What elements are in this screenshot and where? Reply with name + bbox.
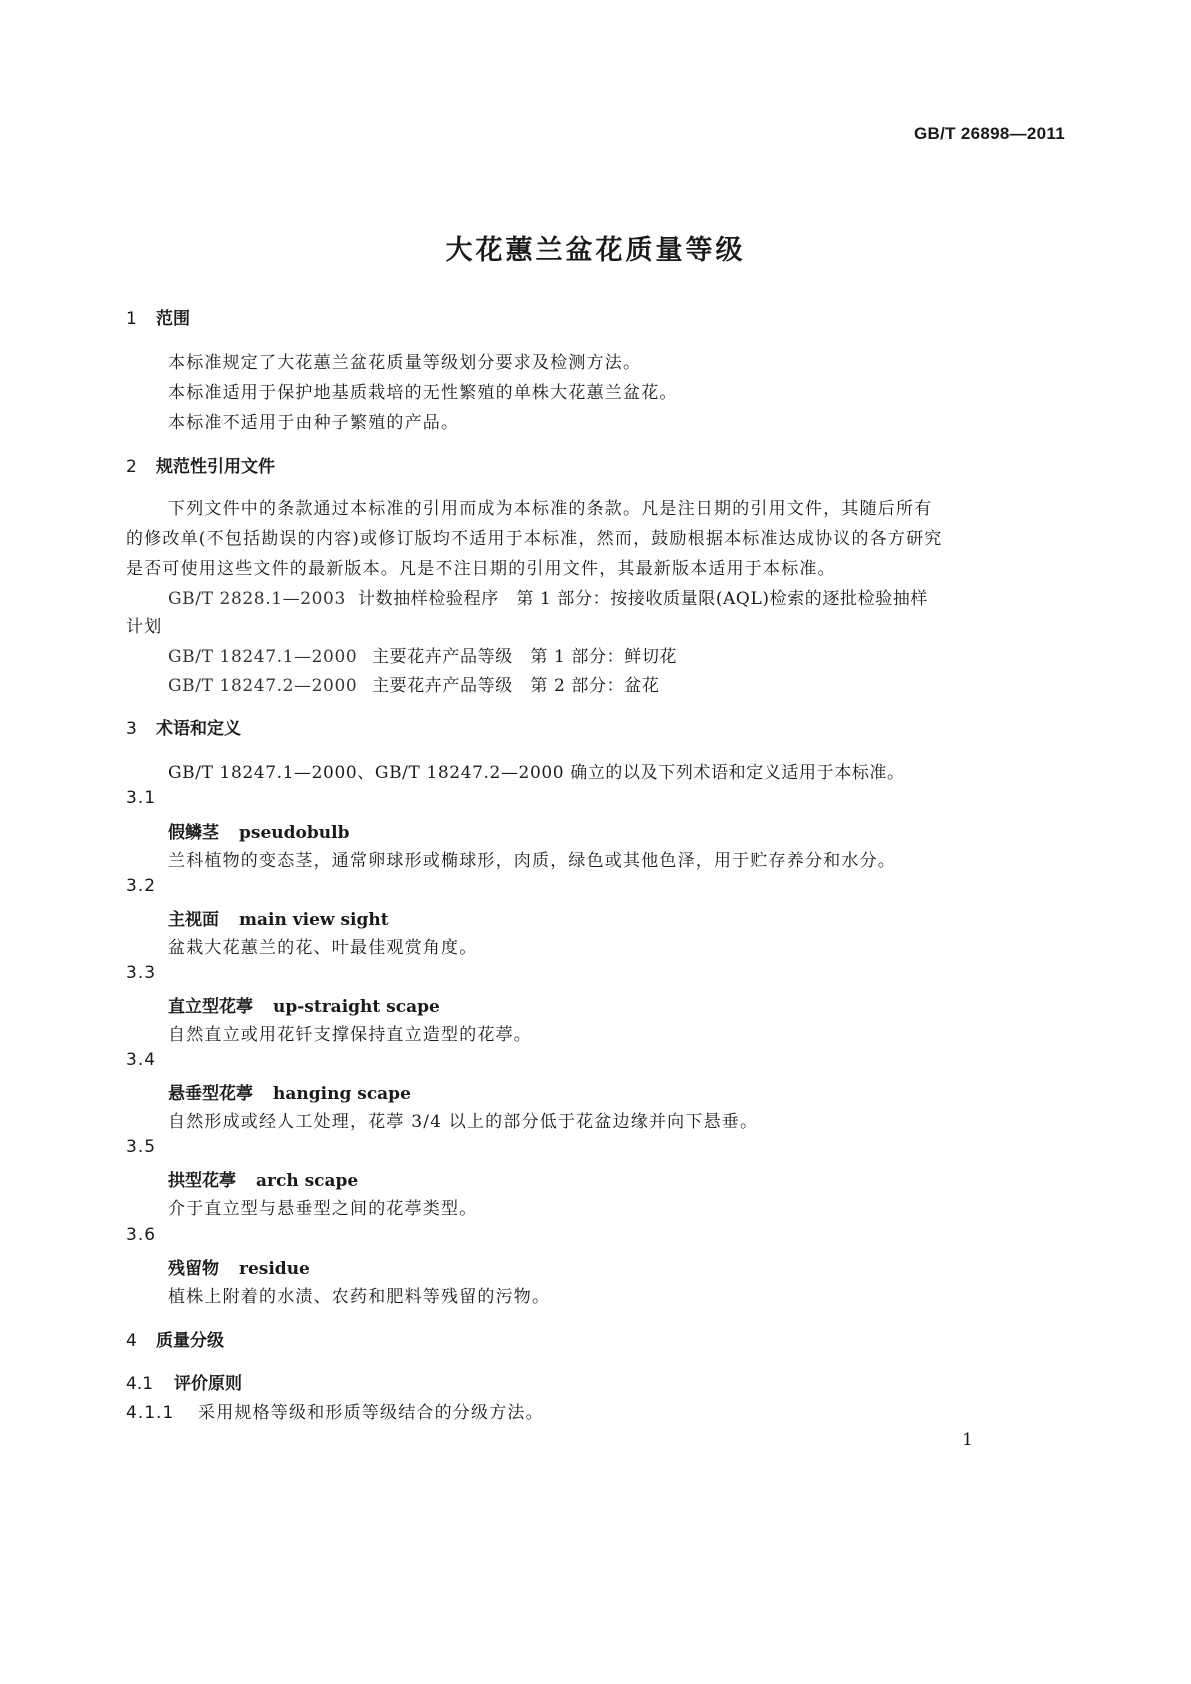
section-title: 术语和定义 (156, 719, 241, 739)
reference-entry (168, 584, 928, 609)
section-heading-references (126, 452, 275, 477)
term-definition: 介于直立型与悬垂型之间的花葶类型。 (168, 1199, 478, 1219)
term-number: 3.1 (126, 788, 157, 808)
reference-title: 主要花卉产品等级 第 1 部分：鲜切花 (372, 647, 678, 667)
term-definition: 兰科植物的变态茎，通常卵球形或椭球形，肉质，绿色或其他色泽，用于贮存养分和水分。 (168, 851, 896, 871)
reference-code: GB/T 18247.2—2000 (168, 676, 358, 696)
scope-paragraph: 本标准适用于保护地基质栽培的无性繁殖的单株大花蕙兰盆花。 (168, 383, 678, 403)
term-name-en: hanging scape (273, 1084, 411, 1104)
term-name-en: arch scape (256, 1171, 359, 1191)
scope-paragraph: 本标准规定了大花蕙兰盆花质量等级划分要求及检测方法。 (168, 353, 642, 373)
references-intro-line: 下列文件中的条款通过本标准的引用而成为本标准的条款。凡是注日期的引用文件，其随后所有 (168, 499, 933, 519)
references-intro-line: 的修改单(不包括勘误的内容)或修订版均不适用于本标准，然而，鼓励根据本标准达成协议的各方研究 (126, 529, 943, 549)
references-intro-line: 是否可使用这些文件的最新版本。凡是不注日期的引用文件，其最新版本适用于本标准。 (126, 559, 836, 579)
term-number: 3.5 (126, 1137, 157, 1157)
term-name-en: pseudobulb (239, 823, 350, 843)
reference-entry (168, 671, 659, 696)
term-name (168, 1254, 310, 1279)
term-name-zh: 主视面 (168, 910, 219, 930)
section-number: 1 (126, 309, 137, 329)
subsection-heading (126, 1369, 242, 1394)
section-number: 3 (126, 719, 137, 739)
term-name (168, 1166, 358, 1191)
term-definition: 自然形成或经人工处理，花葶 3/4 以上的部分低于花盆边缘并向下悬垂。 (168, 1112, 759, 1132)
section-number: 2 (126, 457, 137, 477)
standard-code: GB/T 26898—2011 (914, 124, 1065, 143)
term-definition: 盆栽大花蕙兰的花、叶最佳观赏角度。 (168, 938, 478, 958)
term-name-zh: 假鳞茎 (168, 823, 219, 843)
term-number: 3.2 (126, 876, 157, 896)
term-name (168, 818, 349, 843)
term-definition: 植株上附着的水渍、农药和肥料等残留的污物。 (168, 1287, 551, 1307)
reference-entry (168, 642, 677, 667)
term-name-zh: 直立型花葶 (168, 997, 253, 1017)
term-number: 3.6 (126, 1225, 157, 1245)
clause-text: 采用规格等级和形质等级结合的分级方法。 (198, 1403, 544, 1423)
subsection-title: 评价原则 (174, 1374, 242, 1394)
term-number: 3.4 (126, 1050, 157, 1070)
section-heading-grading (126, 1326, 224, 1351)
section-title: 质量分级 (156, 1331, 224, 1351)
section-heading-terms (126, 714, 241, 739)
reference-code: GB/T 18247.1—2000 (168, 647, 358, 667)
term-name-en: up-straight scape (273, 997, 440, 1017)
section-number: 4 (126, 1331, 137, 1351)
section-heading-scope (126, 304, 190, 329)
document-title: 大花蕙兰盆花质量等级 (445, 235, 746, 266)
terms-intro: GB/T 18247.1—2000、GB/T 18247.2—2000 确立的以及下列术语和定义适用于本标准。 (168, 763, 905, 783)
section-title: 规范性引用文件 (156, 457, 275, 477)
term-definition: 自然直立或用花钎支撑保持直立造型的花葶。 (168, 1025, 532, 1045)
clause-number: 4.1.1 (126, 1403, 175, 1423)
term-name-zh: 悬垂型花葶 (168, 1084, 253, 1104)
term-name-en: residue (239, 1259, 310, 1279)
term-name-zh: 残留物 (168, 1259, 219, 1279)
section-title: 范围 (156, 309, 190, 329)
term-name-zh: 拱型花葶 (168, 1171, 236, 1191)
page-number: 1 (962, 1430, 973, 1450)
subsection-number: 4.1 (126, 1374, 154, 1394)
term-name (168, 1079, 411, 1104)
reference-title: 主要花卉产品等级 第 2 部分：盆花 (372, 676, 660, 696)
term-name-en: main view sight (239, 910, 389, 930)
term-number: 3.3 (126, 963, 157, 983)
reference-title-continuation: 计划 (126, 617, 163, 637)
reference-title: 计数抽样检验程序 第 1 部分：按接收质量限(AQL)检索的逐批检验抽样 (358, 589, 928, 609)
term-name (168, 992, 440, 1017)
term-name (168, 905, 389, 930)
clause (126, 1398, 544, 1423)
scope-paragraph: 本标准不适用于由种子繁殖的产品。 (168, 413, 460, 433)
reference-code: GB/T 2828.1—2003 (168, 589, 346, 609)
